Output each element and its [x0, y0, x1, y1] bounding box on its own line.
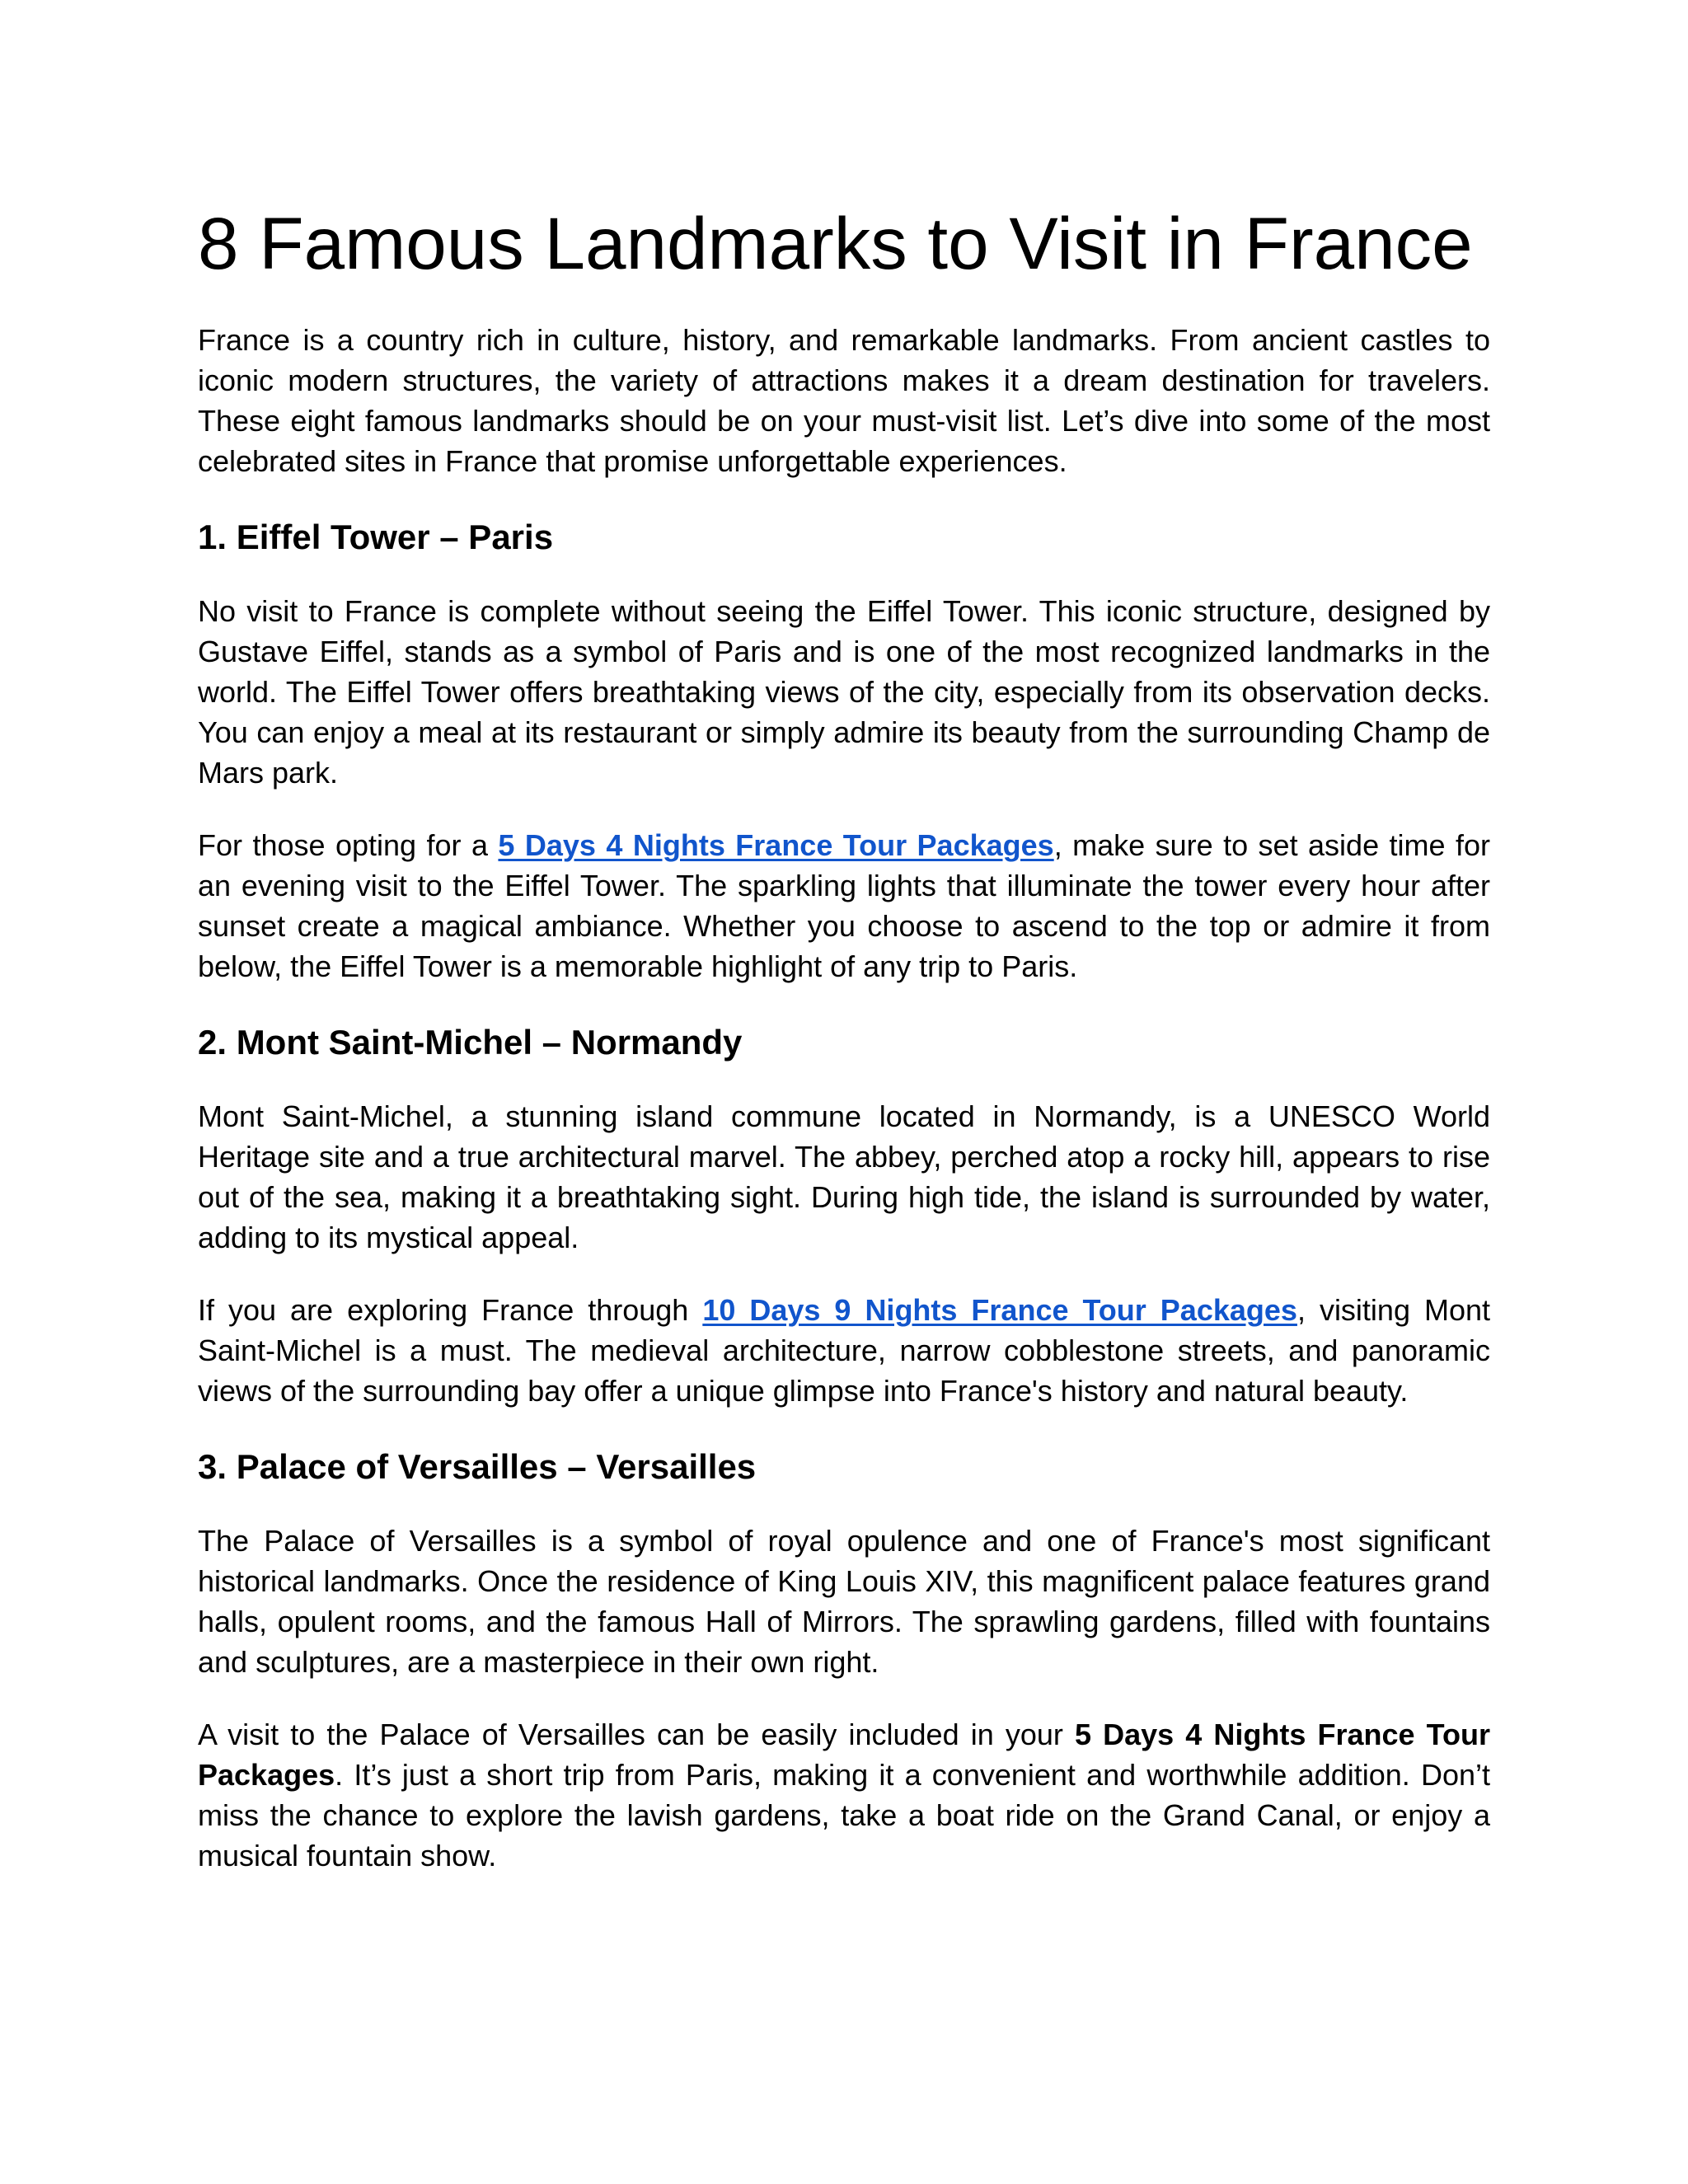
- page-title: 8 Famous Landmarks to Visit in France: [198, 202, 1473, 284]
- section-heading-palace-of-versailles: 3. Palace of Versailles – Versailles: [198, 1447, 757, 1486]
- paragraph-text: , make sure to set aside time for an evening visit to the Eiffel Tower. The sparkling lights that illuminate the tower every hour after sunset create a magical ambiance. Whether you choose to ascend to the top or admire it from below, the Eiffel Tower is a memorable highlight of any trip to Paris.: [198, 828, 1490, 983]
- bold-tour-package-name: 5 Days 4 Nights France Tour Packages: [198, 1718, 1490, 1792]
- eiffel-tower-paragraph-2: [198, 825, 1490, 987]
- versailles-paragraph-1: The Palace of Versailles is a symbol of royal opulence and one of France's most significant historical landmarks. Once the residence of King Louis XIV, this magnificent palace features grand halls, opulent rooms, and the famous Hall of Mirrors. The sprawling gardens, filled with fountains and sculptures, are a masterpiece in their own right.: [198, 1524, 1490, 1679]
- document-page: [198, 198, 1490, 1908]
- section-heading-eiffel-tower: 1. Eiffel Tower – Paris: [198, 518, 554, 556]
- paragraph-text: A visit to the Palace of Versailles can be easily included in your: [198, 1718, 1075, 1751]
- ten-days-tour-package-link[interactable]: 10 Days 9 Nights France Tour Packages: [702, 1293, 1297, 1327]
- section-heading-mont-saint-michel: 2. Mont Saint-Michel – Normandy: [198, 1023, 743, 1062]
- eiffel-tower-paragraph-1: No visit to France is complete without seeing the Eiffel Tower. This iconic structure, designed by Gustave Eiffel, stands as a symbol of Paris and is one of the most recognized landmarks in the world. The Eiffel Tower offers breathtaking views of the city, especially from its observation decks. You can enjoy a meal at its restaurant or simply admire its beauty from the surrounding Champ de Mars park.: [198, 594, 1490, 790]
- five-days-tour-package-link[interactable]: 5 Days 4 Nights France Tour Packages: [498, 828, 1054, 862]
- intro-paragraph: France is a country rich in culture, history, and remarkable landmarks. From ancient castles to iconic modern structures, the variety of attractions makes it a dream destination for travelers. These eight famous landmarks should be on your must-visit list. Let’s dive into some of the most celebrated sites in France that promise unforgettable experiences.: [198, 323, 1490, 478]
- paragraph-text: , visiting Mont Saint-Michel is a must. The medieval architecture, narrow cobblestone streets, and panoramic views of the surrounding bay offer a unique glimpse into France's history and natural beauty.: [198, 1293, 1491, 1408]
- paragraph-text: If you are exploring France through: [198, 1293, 703, 1327]
- paragraph-text: . It’s just a short trip from Paris, making it a convenient and worthwhile addition. Don’t miss the chance to explore the lavish gardens, take a boat ride on the Grand Canal, or enjoy a musical fountain show.: [198, 1758, 1490, 1872]
- versailles-paragraph-2: [198, 1714, 1490, 1876]
- paragraph-text: For those opting for a: [198, 828, 499, 862]
- mont-saint-michel-paragraph-1: Mont Saint-Michel, a stunning island commune located in Normandy, is a UNESCO World Heritage site and a true architectural marvel. The abbey, perched atop a rocky hill, appears to rise out of the sea, making it a breathtaking sight. During high tide, the island is surrounded by water, adding to its mystical appeal.: [198, 1099, 1490, 1254]
- mont-saint-michel-paragraph-2: [198, 1290, 1490, 1411]
